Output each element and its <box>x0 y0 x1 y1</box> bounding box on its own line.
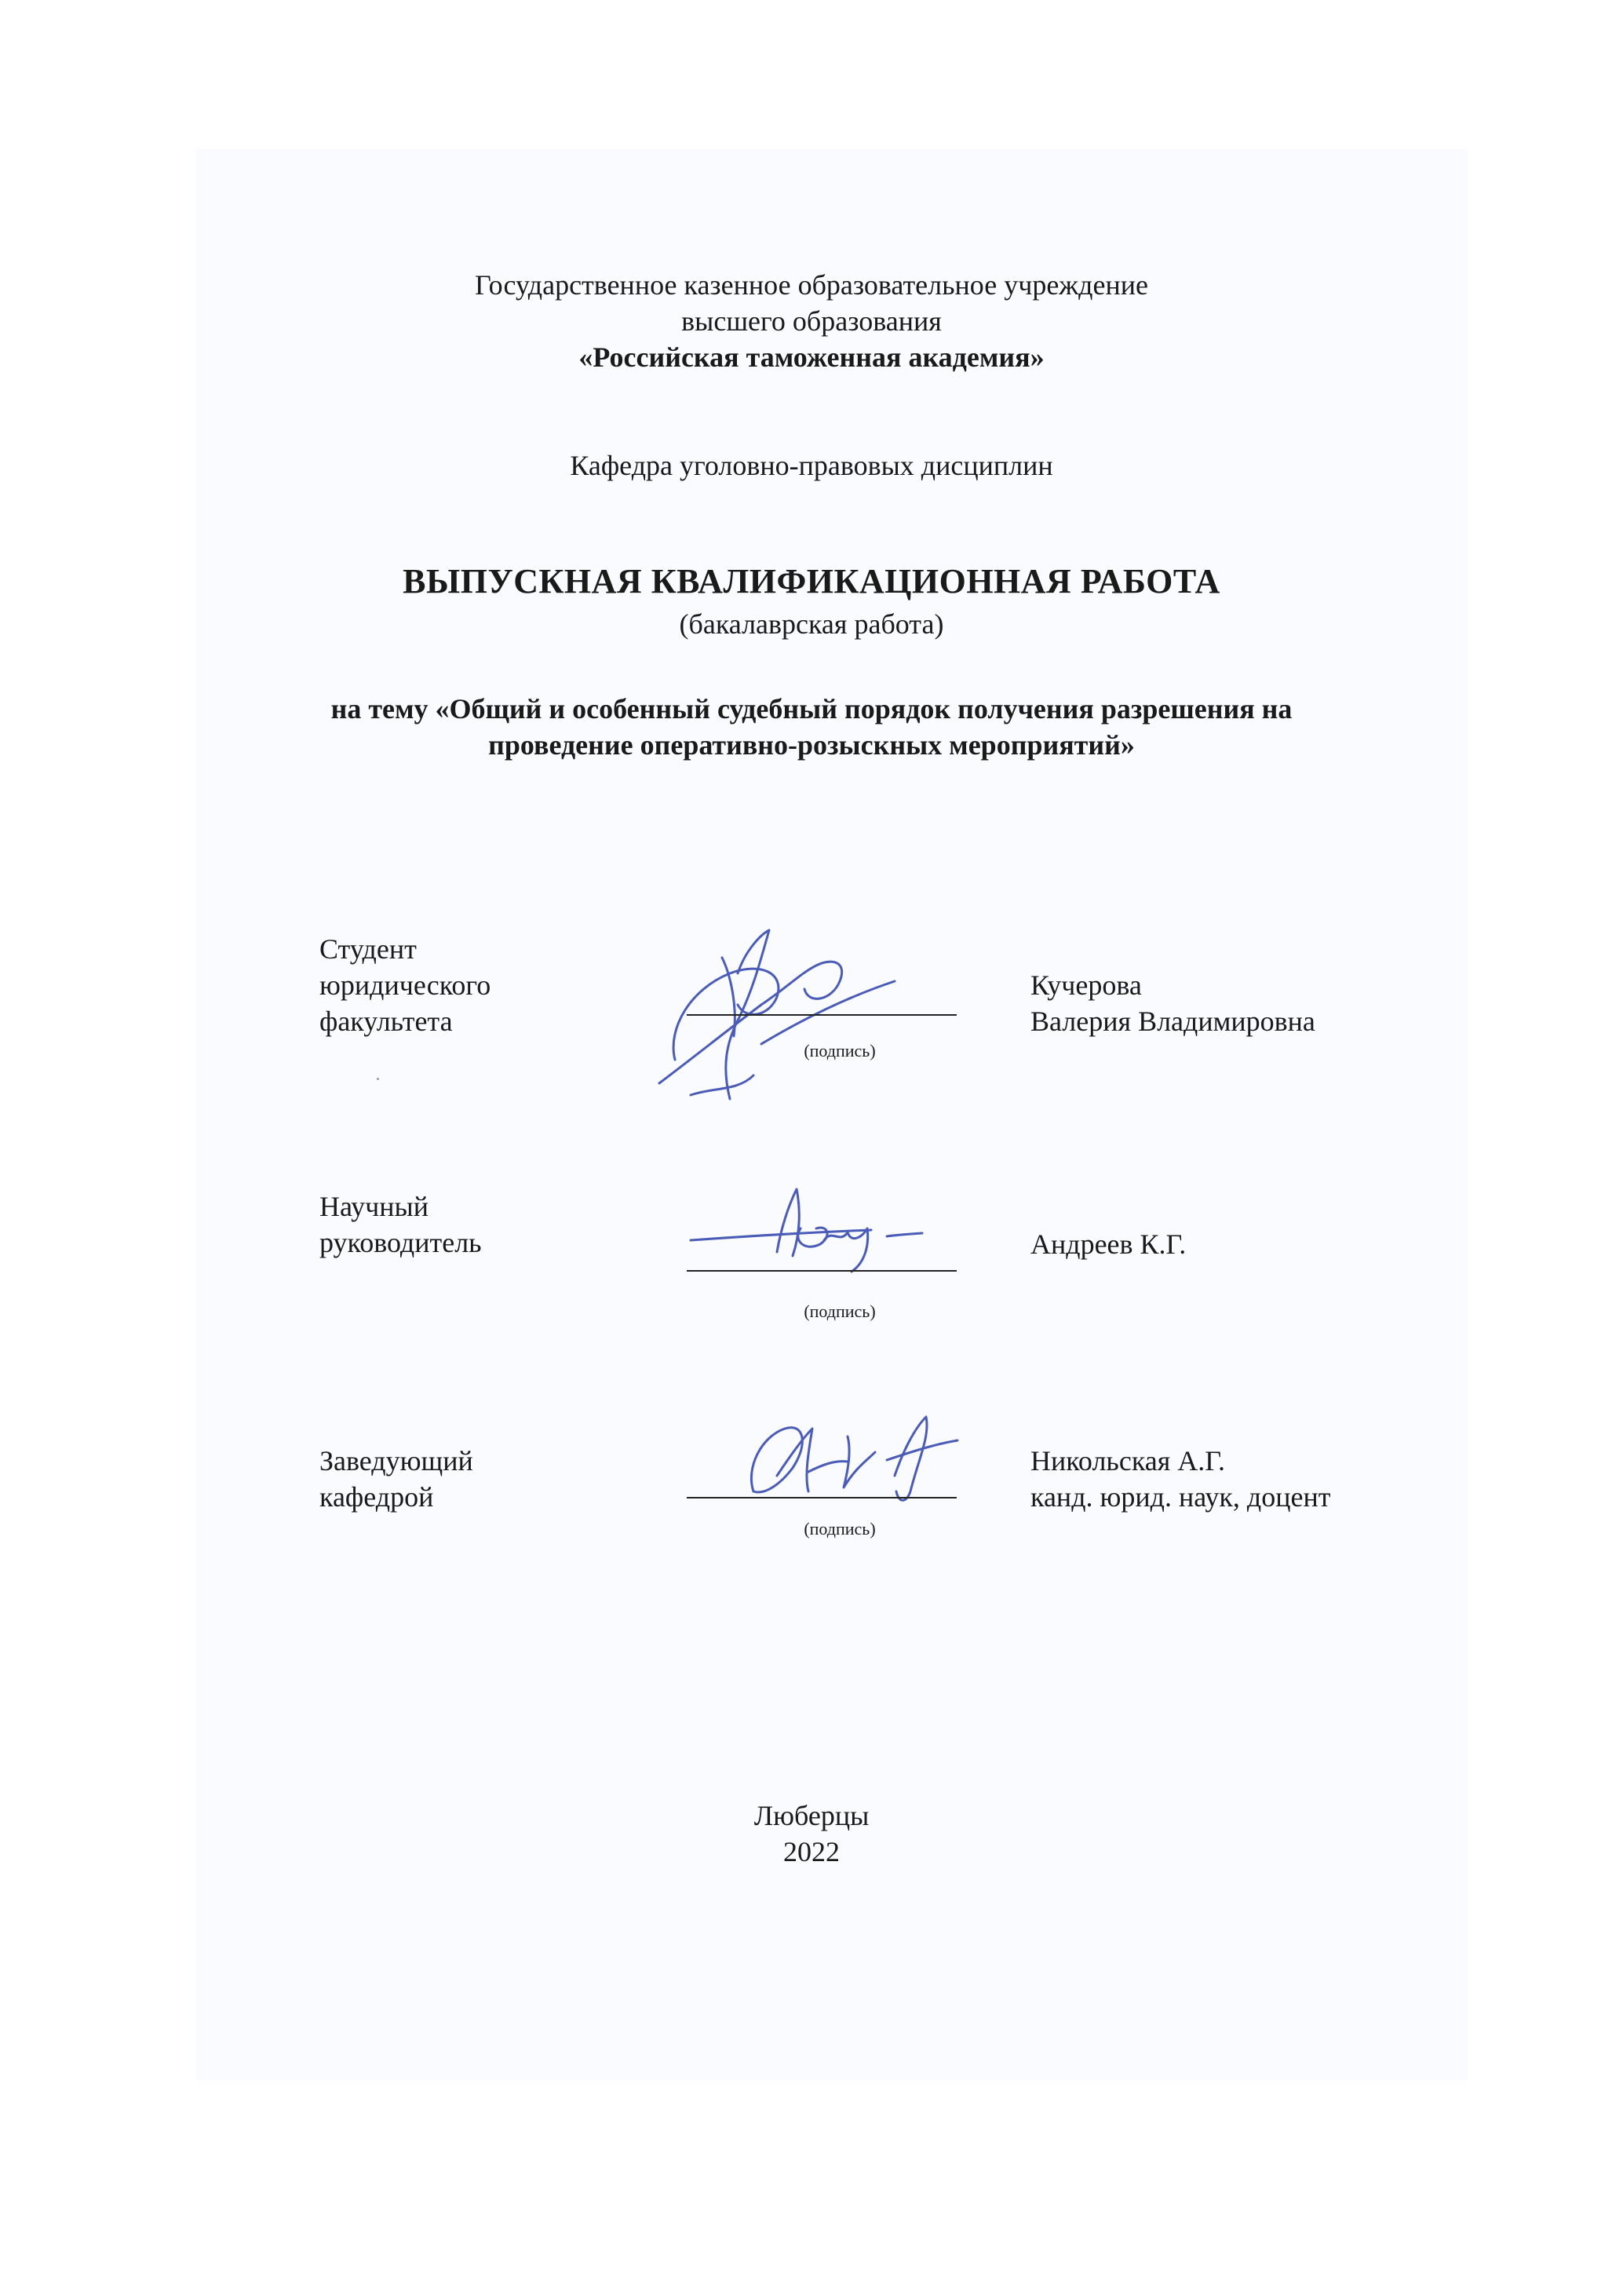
supervisor-signature-line <box>687 1270 957 1272</box>
city: Люберцы <box>753 1800 870 1831</box>
head-signature <box>730 1405 965 1515</box>
name-line: Андреев К.Г. <box>1030 1228 1187 1260</box>
role-line: Заведующий <box>319 1445 473 1477</box>
student-signature-caption: (подпись) <box>804 1041 876 1060</box>
topic-line-2: проведение оперативно-розыскных мероприятий» <box>488 729 1135 761</box>
topic-line-1: на тему «Общий и особенный судебный порядок получения разрешения на <box>330 693 1293 725</box>
supervisor-name <box>1030 1226 1186 1262</box>
supervisor-signature-caption: (подпись) <box>804 1301 876 1321</box>
head-name <box>1030 1443 1330 1515</box>
role-line: Студент <box>319 933 417 965</box>
student-name <box>1030 967 1315 1039</box>
role-line: кафедрой <box>319 1481 434 1513</box>
scan-speck <box>377 1078 379 1080</box>
supervisor-signature <box>683 1174 934 1283</box>
role-line: руководитель <box>319 1227 482 1258</box>
role-line: юридического <box>319 969 491 1001</box>
institution-type: Государственное казенное образовательное учреждение <box>475 269 1148 301</box>
role-line: Научный <box>319 1191 429 1222</box>
student-signature <box>644 926 910 1115</box>
name-line: канд. юрид. наук, доцент <box>1030 1481 1331 1513</box>
institution-level: высшего образования <box>681 305 942 337</box>
name-line: Валерия Владимировна <box>1030 1006 1315 1037</box>
head-signature-caption: (подпись) <box>804 1519 876 1539</box>
institution-name: «Российская таможенная академия» <box>578 341 1045 373</box>
student-role <box>319 931 578 1039</box>
name-line: Кучерова <box>1030 969 1142 1001</box>
department-name: Кафедра уголовно-правовых дисциплин <box>570 450 1053 481</box>
document-title: ВЫПУСКНАЯ КВАЛИФИКАЦИОННАЯ РАБОТА <box>403 562 1220 600</box>
student-signature-line <box>687 1014 957 1016</box>
document-subtitle: (бакалаврская работа) <box>679 608 944 640</box>
role-line: факультета <box>319 1006 453 1037</box>
head-role <box>319 1443 578 1515</box>
supervisor-role <box>319 1188 578 1261</box>
scan-background <box>196 149 1468 2080</box>
year: 2022 <box>783 1836 840 1867</box>
head-signature-line <box>687 1497 957 1498</box>
name-line: Никольская А.Г. <box>1030 1445 1226 1477</box>
